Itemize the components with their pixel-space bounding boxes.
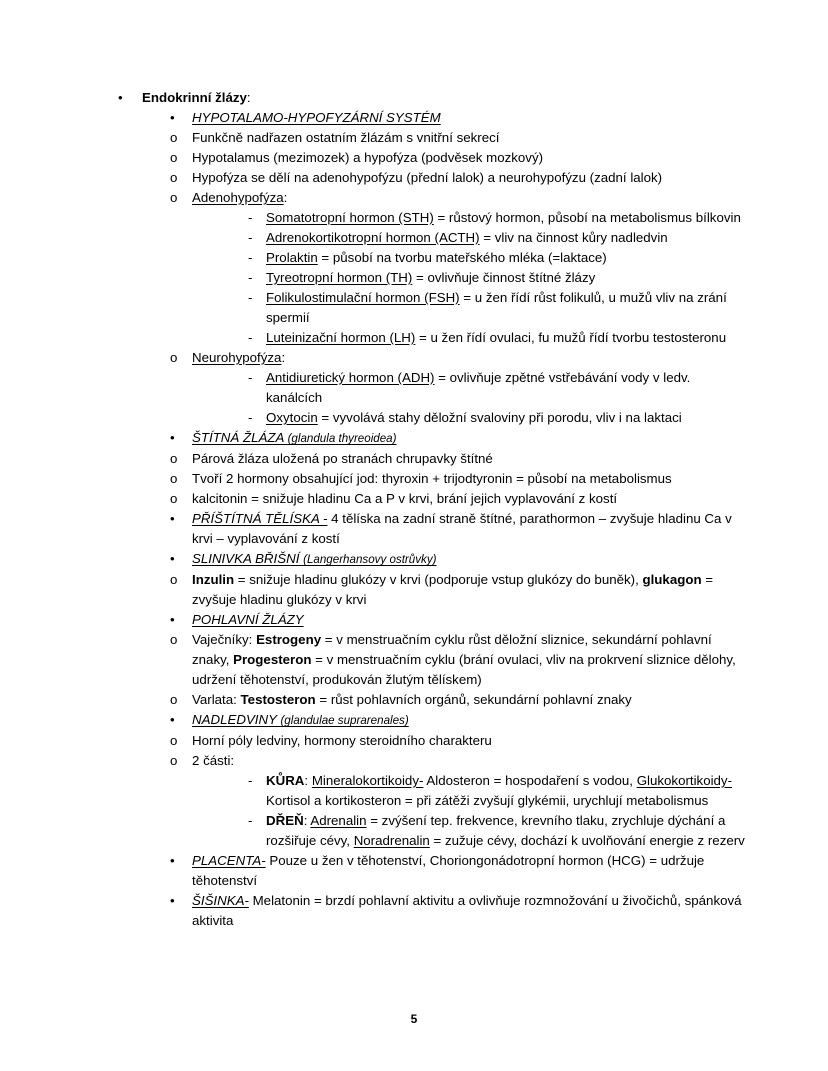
section-title: ŠIŠINKA- xyxy=(192,893,249,908)
circle-bullet-icon: o xyxy=(170,130,178,145)
list-item-text: 2 části: xyxy=(192,753,235,768)
section-title-latin: (glandula thyreoidea) xyxy=(287,432,397,445)
glucagon-desc: = zvyšuje hladinu glukózy v krvi xyxy=(192,572,714,607)
hormone-desc: = vliv na činnost kůry nadledvin xyxy=(479,230,668,245)
section-title: PŘÍŠTÍTNÁ TĚLÍSKA - xyxy=(192,511,328,526)
bullet-icon: • xyxy=(170,511,175,526)
list-item xyxy=(170,168,750,188)
heading-colon: : xyxy=(246,90,251,105)
dren-colon: : xyxy=(303,813,311,828)
insulin-line xyxy=(192,570,750,610)
section-title-wrap xyxy=(192,710,750,731)
subsection-adenohypofyza xyxy=(170,188,750,208)
hormone-desc: = působí na tvorbu mateřského mléka (=laktace) xyxy=(317,250,607,265)
hormone-line xyxy=(266,288,750,328)
section-heading-stitna-zlaza xyxy=(170,428,750,449)
kura-mid-text: Aldosteron = hospodaření s vodou, xyxy=(423,773,637,788)
section-title-latin: (glandulae suprarenales) xyxy=(280,714,409,727)
dash-bullet-icon: - xyxy=(248,250,253,265)
hormone-line xyxy=(266,368,750,408)
list-item-text: Tvoří 2 hormony obsahující jod: thyroxin + trijodtyronin = působí na metabolismus xyxy=(192,471,672,486)
glucagon-term: glukagon xyxy=(642,572,702,587)
hormone-term: Antidiuretický hormon (ADH) xyxy=(266,370,435,385)
list-item-text: Hypofýza se dělí na adenohypofýzu (přední lalok) a neurohypofýzu (zadní lalok) xyxy=(192,170,663,185)
testes-line xyxy=(192,690,750,710)
bullet-icon: • xyxy=(170,430,175,445)
hormone-item xyxy=(248,288,750,328)
circle-bullet-icon: o xyxy=(170,753,178,768)
section-heading-pristitna-teliska xyxy=(170,509,750,549)
list-item xyxy=(170,489,750,509)
estrogen-term: Estrogeny xyxy=(256,632,322,647)
bullet-icon: • xyxy=(170,110,175,125)
circle-bullet-icon: o xyxy=(170,733,178,748)
hormone-desc: = růstový hormon, působí na metabolismus bílkovin xyxy=(433,210,741,225)
dash-bullet-icon: - xyxy=(248,270,253,285)
hormone-item xyxy=(248,268,750,288)
ovaries-label: Vaječníky: xyxy=(192,632,257,647)
subsection-title: Neurohypofýza xyxy=(192,350,282,365)
testosteron-desc: = růst pohlavních orgánů, sekundární pohlavní znaky xyxy=(315,692,632,707)
bullet-icon: • xyxy=(118,90,123,105)
heading-endokrinni-zlazy xyxy=(118,88,750,108)
section-title-wrap xyxy=(192,509,750,549)
kura-label: KŮRA xyxy=(266,773,305,788)
section-heading-nadledviny xyxy=(170,710,750,731)
dash-bullet-icon: - xyxy=(248,813,253,828)
adrenal-medulla-item xyxy=(248,811,750,851)
glukokortikoidy-term: Glukokortikoidy- xyxy=(636,773,733,788)
list-item xyxy=(170,469,750,489)
hormone-desc: = vyvolává stahy děložní svaloviny při porodu, vliv i na laktaci xyxy=(317,410,682,425)
section-heading-pohlavni-zlazy xyxy=(170,610,750,630)
section-title: NADLEDVINY xyxy=(192,712,281,727)
section-title-wrap xyxy=(192,851,750,891)
hormone-line xyxy=(266,268,750,288)
subsection-colon: : xyxy=(283,190,288,205)
list-item-text: kalcitonin = snižuje hladinu Ca a P v krvi, brání jejich vyplavování z kostí xyxy=(192,491,618,506)
adrenal-medulla-line xyxy=(266,811,750,851)
hormone-term: Prolaktin xyxy=(266,250,318,265)
subsection-neurohypofyza xyxy=(170,348,750,368)
circle-bullet-icon: o xyxy=(170,451,178,466)
section-title: SLINIVKA BŘIŠNÍ xyxy=(192,551,304,566)
dren-end-text: = zužuje cévy, dochází k uvolňování energie z rezerv xyxy=(429,833,745,848)
section-title: PLACENTA- xyxy=(192,853,266,868)
bullet-icon: • xyxy=(170,612,175,627)
dash-bullet-icon: - xyxy=(248,773,253,788)
heading-text xyxy=(142,88,750,108)
dash-bullet-icon: - xyxy=(248,230,253,245)
hormone-term: Oxytocin xyxy=(266,410,318,425)
circle-bullet-icon: o xyxy=(170,350,178,365)
list-item-text: Funkčně nadřazen ostatním žlázám s vnitřní sekrecí xyxy=(192,130,500,145)
section-title-wrap xyxy=(192,549,750,570)
list-item xyxy=(170,128,750,148)
section-title: POHLAVNÍ ŽLÁZY xyxy=(192,612,304,627)
dren-label: DŘEŇ xyxy=(266,813,304,828)
section-body-text: 4 tělíska na zadní straně štítné, parathormon – zvyšuje hladinu Ca v krvi – vyplavování z kostí xyxy=(192,511,732,546)
hormone-line xyxy=(266,248,750,268)
hormone-term: Adrenokortikotropní hormon (ACTH) xyxy=(266,230,480,245)
dash-bullet-icon: - xyxy=(248,410,253,425)
hormone-line xyxy=(266,408,750,428)
ovaries-line xyxy=(192,630,750,690)
section-title-wrap xyxy=(192,428,750,449)
circle-bullet-icon: o xyxy=(170,572,178,587)
subsection-colon: : xyxy=(281,350,286,365)
hormone-item xyxy=(248,368,750,408)
dash-bullet-icon: - xyxy=(248,330,253,345)
section-title-latin: (Langerhansovy ostrůvky) xyxy=(303,553,437,566)
section-body-text: Pouze u žen v těhotenství, Choriongonádotropní hormon (HCG) = udržuje těhotenství xyxy=(192,853,705,888)
kura-end-text: Kortisol a kortikosteron = při zátěži zvyšují glykémii, urychlují metabolismus xyxy=(266,793,709,808)
hormone-desc: = u žen řídí ovulaci, fu mužů řídí tvorbu testosteronu xyxy=(415,330,727,345)
bullet-icon: • xyxy=(170,853,175,868)
hormone-item xyxy=(248,248,750,268)
list-item-ovaries xyxy=(170,630,750,690)
mineralokortikoidy-term: Mineralokortikoidy- xyxy=(311,773,424,788)
progesteron-term: Progesteron xyxy=(233,652,312,667)
hormone-line xyxy=(266,208,750,228)
noradrenalin-term: Noradrenalin xyxy=(353,833,430,848)
list-item-testes xyxy=(170,690,750,710)
circle-bullet-icon: o xyxy=(170,692,178,707)
subsection-title-wrap xyxy=(192,188,750,208)
section-body-text: Melatonin = brzdí pohlavní aktivitu a ovlivňuje rozmnožování u živočichů, spánková aktivita xyxy=(192,893,742,928)
circle-bullet-icon: o xyxy=(170,632,178,647)
bullet-icon: • xyxy=(170,893,175,908)
insulin-term: Inzulin xyxy=(192,572,235,587)
adrenal-cortex-line xyxy=(266,771,750,811)
hormone-term: Tyreotropní hormon (TH) xyxy=(266,270,413,285)
dash-bullet-icon: - xyxy=(248,210,253,225)
dren-mid-text: = zvýšení tep. frekvence, krevního tlaku, zrychluje dýchání a rozšiřuje cévy, xyxy=(266,813,726,848)
testosteron-term: Testosteron xyxy=(240,692,316,707)
hormone-line xyxy=(266,328,750,348)
dash-bullet-icon: - xyxy=(248,290,253,305)
hormone-desc: = ovlivňuje činnost štítné žlázy xyxy=(412,270,596,285)
section-heading-slinivka-brisni xyxy=(170,549,750,570)
bullet-icon: • xyxy=(170,551,175,566)
heading-label: Endokrinní žlázy xyxy=(142,90,247,105)
circle-bullet-icon: o xyxy=(170,170,178,185)
kura-colon: : xyxy=(304,773,312,788)
dash-bullet-icon: - xyxy=(248,370,253,385)
section-heading-sisinka xyxy=(170,891,750,931)
subsection-title-wrap xyxy=(192,348,750,368)
section-heading-placenta xyxy=(170,851,750,891)
estrogen-desc: = v menstruačním cyklu růst děložní sliznice, sekundární pohlavní znaky, xyxy=(192,632,712,667)
hormone-term: Folikulostimulační hormon (FSH) xyxy=(266,290,460,305)
list-item-text: Horní póly ledviny, hormony steroidního charakteru xyxy=(192,733,492,748)
section-title: HYPOTALAMO-HYPOFYZÁRNÍ SYSTÉM xyxy=(192,110,441,125)
adrenalin-term: Adrenalin xyxy=(310,813,367,828)
hormone-item xyxy=(248,328,750,348)
hormone-desc: = u žen řídí růst folikulů, u mužů vliv na zrání spermií xyxy=(266,290,727,325)
hormone-desc: = ovlivňuje zpětné vstřebávání vody v ledv. kanálcích xyxy=(266,370,691,405)
bullet-icon: • xyxy=(170,712,175,727)
testes-label: Varlata: xyxy=(192,692,241,707)
insulin-desc: = snižuje hladinu glukózy v krvi (podporuje vstup glukózy do buněk), xyxy=(234,572,643,587)
list-item-text: Párová žláza uložená po stranách chrupavky štítné xyxy=(192,451,493,466)
hormone-term: Somatotropní hormon (STH) xyxy=(266,210,434,225)
list-item xyxy=(170,449,750,469)
list-item xyxy=(170,751,750,771)
progesteron-desc: = v menstruačním cyklu (brání ovulaci, vliv na prokrvení sliznice dělohy, udržení těhotenství, produkován žlutým tělískem) xyxy=(192,652,736,687)
hormone-item xyxy=(248,208,750,228)
circle-bullet-icon: o xyxy=(170,491,178,506)
section-heading-hypotalamo xyxy=(170,108,750,128)
circle-bullet-icon: o xyxy=(170,150,178,165)
list-item xyxy=(170,731,750,751)
document-body xyxy=(0,88,828,931)
hormone-line xyxy=(266,228,750,248)
hormone-item xyxy=(248,408,750,428)
section-title: ŠTÍTNÁ ŽLÁZA xyxy=(192,430,288,445)
hormone-item xyxy=(248,228,750,248)
subsection-title: Adenohypofýza xyxy=(192,190,284,205)
list-item-text: Hypotalamus (mezimozek) a hypofýza (podvěsek mozkový) xyxy=(192,150,544,165)
hormone-term: Luteinizační hormon (LH) xyxy=(266,330,416,345)
page-number: 5 xyxy=(410,1012,418,1026)
circle-bullet-icon: o xyxy=(170,190,178,205)
list-item xyxy=(170,148,750,168)
list-item-insulin xyxy=(170,570,750,610)
adrenal-cortex-item xyxy=(248,771,750,811)
section-title-wrap xyxy=(192,891,750,931)
circle-bullet-icon: o xyxy=(170,471,178,486)
